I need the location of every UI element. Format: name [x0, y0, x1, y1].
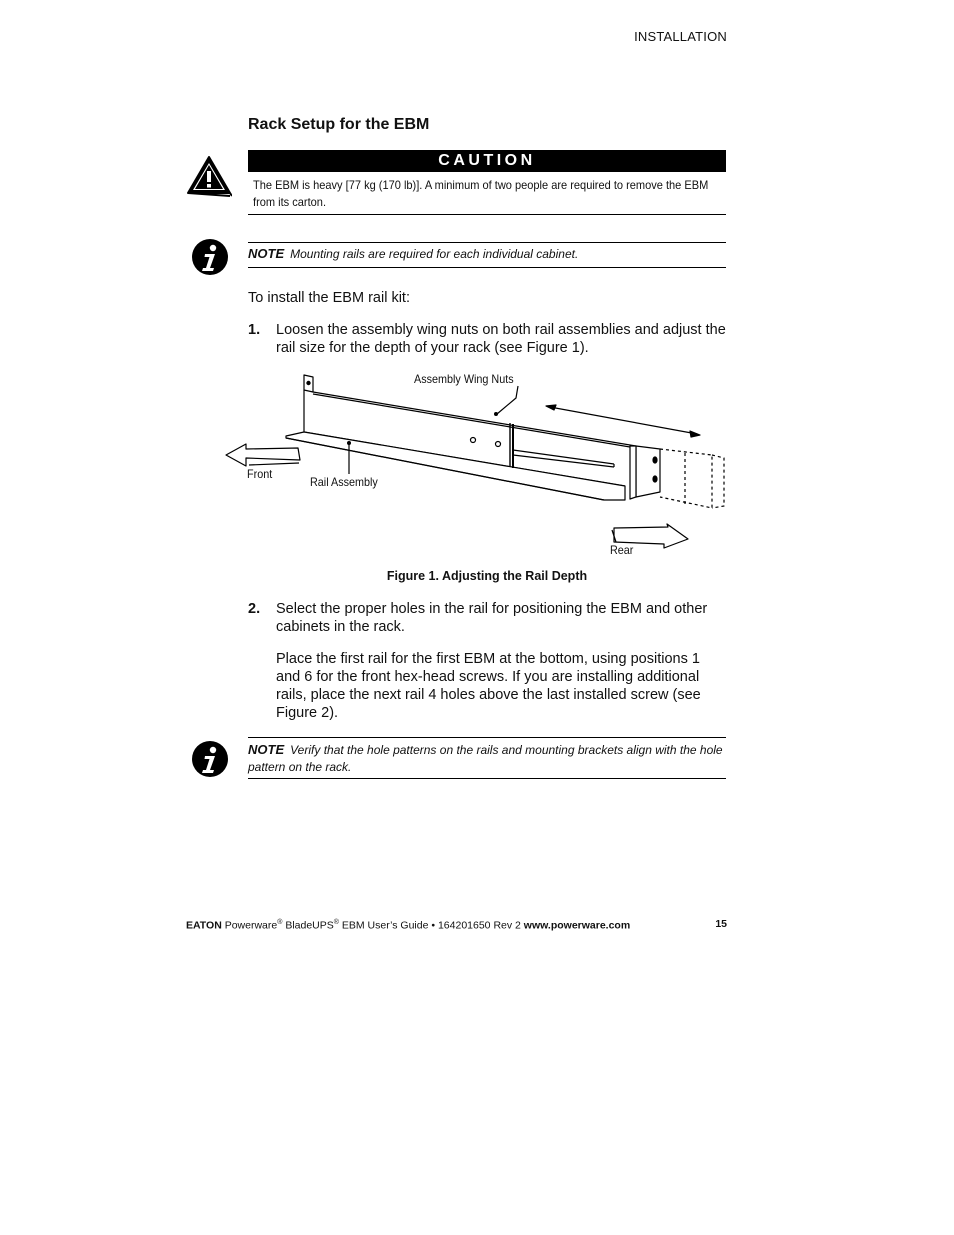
note2 — [248, 741, 726, 776]
note2-bottom-rule — [248, 778, 726, 779]
page-footer — [186, 919, 630, 932]
footer-brand: EATON — [186, 919, 222, 932]
footer-reg-mark: ® — [277, 919, 283, 926]
label-rear: Rear — [610, 543, 634, 557]
section-title: Rack Setup for the EBM — [248, 116, 430, 133]
info-icon — [191, 740, 229, 778]
warning-triangle-icon — [186, 155, 232, 197]
step2-paragraph: Place the first rail for the first EBM at the bottom, using positions 1 and 6 for the front hex-head screws. If you are installing additional rails, place the next rail 4 holes above the last installed screw (see Figure 2). — [276, 651, 701, 721]
footer-doc-number: 164201650 Rev 2 — [437, 919, 521, 932]
footer-product1: Powerware — [224, 919, 278, 932]
label-rail-assembly: Rail Assembly — [310, 475, 378, 489]
caution-banner: CAUTION — [248, 150, 726, 172]
label-assembly-wing-nuts: Assembly Wing Nuts — [414, 372, 514, 386]
intro-text: To install the EBM rail kit: — [248, 290, 410, 306]
info-icon — [191, 238, 229, 276]
footer-bullet: • — [431, 919, 436, 932]
note2-text: Verify that the hole patterns on the rails and mounting brackets align with the hole pattern on the rack. — [248, 743, 723, 774]
caution-text: The EBM is heavy [77 kg (170 lb)]. A minimum of two people are required to remove the EBM from its carton. — [253, 178, 709, 209]
footer-reg-mark: ® — [333, 919, 339, 926]
rail-depth-figure — [222, 368, 732, 560]
step2-text: Select the proper holes in the rail for positioning the EBM and other cabinets in the rack. — [276, 601, 708, 635]
label-front: Front — [247, 467, 273, 481]
footer-url: www.powerware.com — [523, 919, 631, 932]
step1-text: Loosen the assembly wing nuts on both rail assemblies and adjust the rail size for the depth of your rack (see Figure 1). — [276, 322, 726, 356]
step1-number: 1. — [248, 322, 261, 338]
step2-number: 2. — [248, 601, 261, 617]
caution-bottom-rule — [248, 214, 726, 215]
note1-label: NOTE — [248, 246, 285, 261]
note1-bottom-rule — [248, 267, 726, 268]
running-header: INSTALLATION — [634, 29, 727, 44]
note1-text: Mounting rails are required for each individual cabinet. — [290, 247, 579, 261]
note1 — [248, 245, 726, 263]
footer-guide: EBM User’s Guide — [341, 919, 429, 932]
figure-caption: Figure 1. Adjusting the Rail Depth — [386, 569, 588, 583]
page-number: 15 — [715, 918, 727, 930]
note1-top-rule — [248, 242, 726, 243]
footer-product2: BladeUPS — [285, 919, 334, 932]
note2-top-rule — [248, 737, 726, 738]
note2-label: NOTE — [248, 742, 285, 757]
